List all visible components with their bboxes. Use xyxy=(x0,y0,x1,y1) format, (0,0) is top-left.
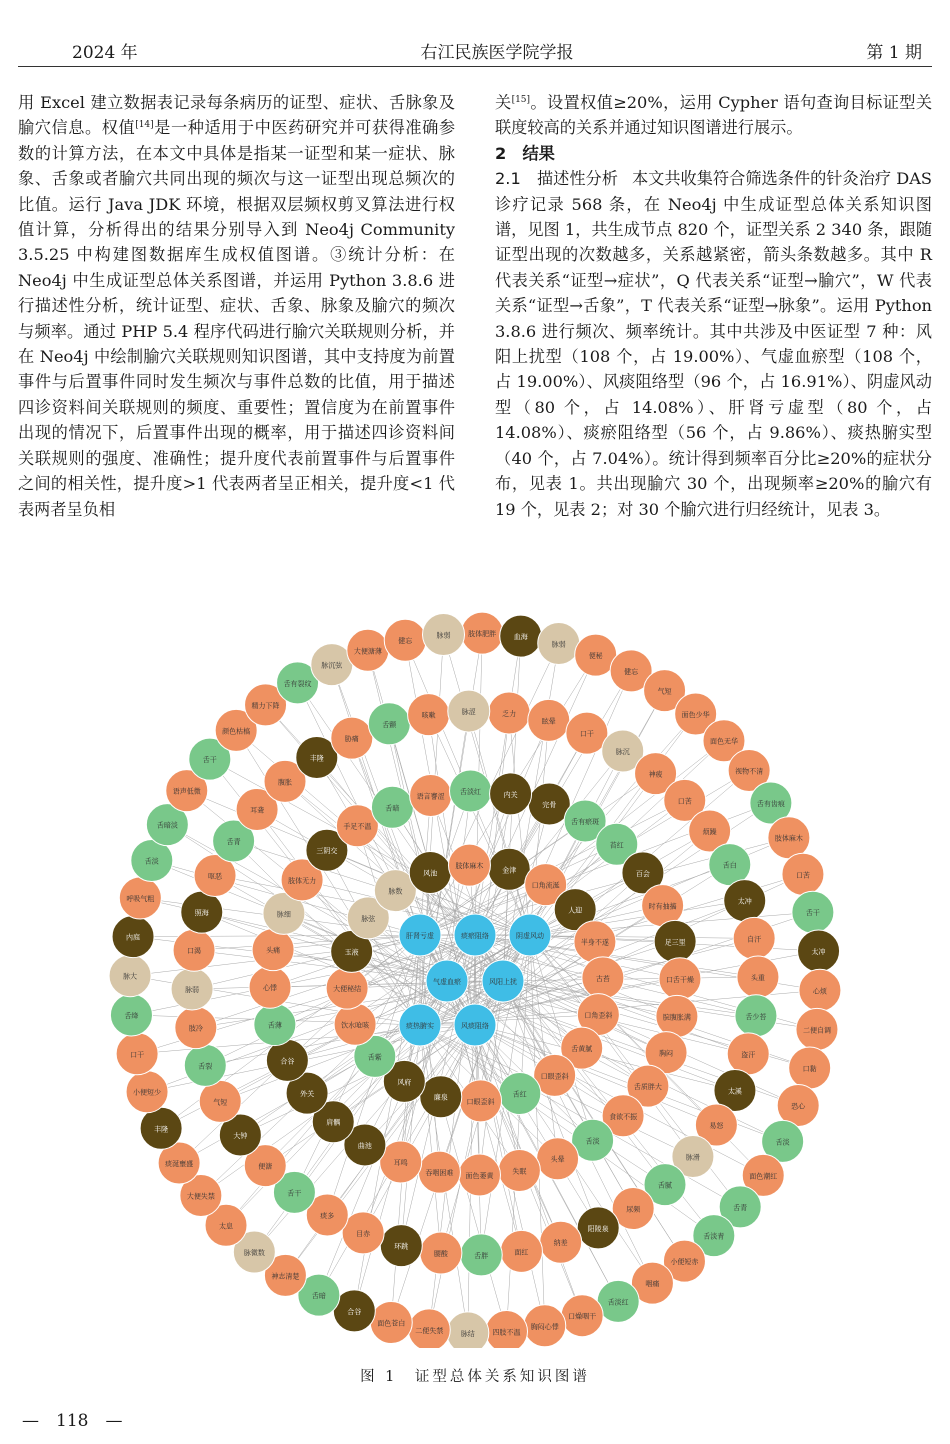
graph-node-symptom[interactable] xyxy=(173,929,215,971)
subsection-heading-descriptive: 2.1 描述性分析 xyxy=(495,169,618,189)
node-label: 风池 xyxy=(423,869,438,878)
node-label: 呼吸气粗 xyxy=(126,895,155,904)
node-label: 肢体无力 xyxy=(288,876,317,885)
node-label: 胸闷 xyxy=(659,1049,674,1058)
node-label: 舌白 xyxy=(722,861,737,870)
graph-node-acupoint[interactable] xyxy=(420,1076,462,1118)
node-label: 小便短赤 xyxy=(670,1258,699,1267)
graph-node-tongue[interactable] xyxy=(792,891,834,933)
node-label: 面色少华 xyxy=(681,710,710,719)
graph-node-symptom[interactable] xyxy=(460,1080,502,1122)
page-number: — 118 — xyxy=(22,1411,123,1431)
running-head xyxy=(72,38,922,64)
node-label: 口角流涎 xyxy=(531,881,560,890)
node-label: 时有抽搐 xyxy=(648,902,677,911)
node-label: 口燥咽干 xyxy=(568,1312,597,1321)
graph-node-tongue[interactable] xyxy=(254,1004,296,1046)
graph-node-symptom[interactable] xyxy=(116,1033,158,1075)
node-label: 腰酸 xyxy=(433,1250,448,1259)
node-label: 环跳 xyxy=(394,1242,409,1251)
node-label: 舌有瘀斑 xyxy=(571,818,600,827)
graph-node-symptom[interactable] xyxy=(789,1047,831,1089)
node-label: 舌淡红 xyxy=(607,1298,629,1307)
graph-node-syndrome[interactable] xyxy=(509,914,551,956)
graph-node-tongue[interactable] xyxy=(735,995,777,1037)
graph-edge xyxy=(509,713,530,935)
node-label: 舌暗 xyxy=(385,804,400,813)
graph-node-symptom[interactable] xyxy=(334,1003,376,1045)
graph-node-symptom[interactable] xyxy=(175,1007,217,1049)
node-label: 盗汗 xyxy=(741,1050,756,1059)
node-label: 面色萎黄 xyxy=(465,1171,494,1180)
node-label: 玉液 xyxy=(344,948,359,957)
graph-node-pulse[interactable] xyxy=(109,955,151,997)
node-label: 照海 xyxy=(194,909,209,918)
node-label: 脉结 xyxy=(460,1329,475,1338)
node-label: 舌裂 xyxy=(198,1062,213,1071)
node-label: 脉弱 xyxy=(436,631,451,640)
graph-node-symptom[interactable] xyxy=(410,775,452,817)
node-label: 面色潮红 xyxy=(749,1172,778,1181)
node-label: 颜色枯槁 xyxy=(222,727,251,736)
graph-node-acupoint[interactable] xyxy=(409,851,451,893)
node-label: 视物不清 xyxy=(735,767,764,776)
node-label: 肩髃 xyxy=(326,1118,341,1127)
node-label: 舌暗 xyxy=(311,1292,326,1301)
graph-node-symptom[interactable] xyxy=(737,956,779,998)
graph-node-acupoint[interactable] xyxy=(490,773,532,815)
graph-node-symptom[interactable] xyxy=(537,1138,579,1180)
node-label: 健忘 xyxy=(624,667,639,676)
node-label: 失眠 xyxy=(512,1167,527,1176)
node-label: 内庭 xyxy=(126,933,141,942)
node-label: 健忘 xyxy=(398,637,413,646)
node-label: 半身不遂 xyxy=(580,938,609,947)
node-label: 口苦 xyxy=(677,797,692,806)
node-label: 舌干 xyxy=(287,1189,302,1198)
node-label: 舌质胖大 xyxy=(633,1083,662,1092)
node-label: 阳陵泉 xyxy=(587,1224,609,1233)
node-label: 面色苍白 xyxy=(377,1319,406,1328)
left-text-a: 用 Excel 建立数据表记录每条病历的证型、症状、舌脉象及腧穴信息。权值 xyxy=(18,93,455,138)
graph-node-symptom[interactable] xyxy=(420,1232,462,1274)
graph-node-syndrome[interactable] xyxy=(482,960,524,1002)
node-label: 头重 xyxy=(750,974,765,983)
graph-node-syndrome[interactable] xyxy=(399,1004,441,1046)
node-label: 脉滑 xyxy=(685,1153,700,1162)
node-label: 舌青 xyxy=(733,1203,748,1212)
node-label: 尿频 xyxy=(626,1205,641,1214)
figure-knowledge-graph xyxy=(105,588,845,1348)
node-label: 脉大 xyxy=(123,972,138,981)
graph-node-tongue[interactable] xyxy=(460,1234,502,1276)
node-label: 舌薄 xyxy=(267,1021,282,1030)
graph-node-symptom[interactable] xyxy=(799,969,841,1011)
node-label: 曲池 xyxy=(357,1141,372,1150)
graph-node-pulse[interactable] xyxy=(448,690,490,732)
node-label: 太息 xyxy=(219,1222,234,1231)
graph-node-symptom[interactable] xyxy=(498,1149,540,1191)
right-paragraph-1 xyxy=(495,90,932,141)
node-label: 脉微数 xyxy=(243,1249,265,1258)
node-label: 肢冷 xyxy=(188,1024,203,1033)
node-label: 金津 xyxy=(502,866,517,875)
graph-node-acupoint[interactable] xyxy=(380,1225,422,1267)
node-label: 百会 xyxy=(635,869,650,878)
right-text-a: 关 xyxy=(495,93,512,112)
node-label: 便秘 xyxy=(588,652,603,661)
graph-node-symptom[interactable] xyxy=(659,958,701,1000)
graph-node-symptom[interactable] xyxy=(461,612,503,654)
node-label: 合谷 xyxy=(347,1307,362,1316)
graph-node-pulse[interactable] xyxy=(171,968,213,1010)
node-label: 神疲 xyxy=(648,770,663,779)
left-column xyxy=(18,90,455,522)
graph-node-symptom[interactable] xyxy=(249,966,291,1008)
node-label: 舌干 xyxy=(202,756,217,765)
left-text-b: 是一种适用于中医药研究并可获得准确参数的计算方法，在本文中具体是指某一证型和某一症状、脉象、舌象或者腧穴共同出现的频次与这一证型出现总频次的比值。运行 Java JDK 环境，根据双层频权剪叉算法进行权值计算，分析得出的结果分别导入到 Neo4j Community 3.5.25 中构建图数据库生成权值图谱。③统计分析：在 Neo4j 中生成证型总体关系图谱，并运用 Python 3.8.6 进行描述性分析，统计证型、症状、舌象、脉象及腧穴的频次与频率。通过 PHP 5.4 程序代码进行腧穴关联规则分析，并在 Neo4j 中绘制腧穴关联规则知识图谱，其中支持度为前置事件与后置事件同时发生频次与事件总数的比值，用于描述四诊资料间关联规则的频度、重要性；置信度为在前置事件出现的情况下，后置事件出现的概率，用于描述四诊资料间关联规则的强度、准确性；提升度代表前置事件与后置事件之间的相关性，提升度>1 代表两者呈正相关，提升度<1 代表两者呈负相 xyxy=(18,118,456,519)
figure-caption: 图 1 证型总体关系知识图谱 xyxy=(360,1369,590,1385)
node-label: 太冲 xyxy=(737,897,752,906)
graph-node-symptom[interactable] xyxy=(574,921,616,963)
left-paragraph xyxy=(18,90,455,522)
node-label: 舌有齿痕 xyxy=(756,799,785,808)
node-label: 神志清楚 xyxy=(271,1272,300,1281)
node-label: 大钟 xyxy=(233,1132,248,1141)
citation-15[interactable]: [15] xyxy=(511,95,531,105)
header-year: 2024 年 xyxy=(72,43,138,63)
node-label: 舌淡红 xyxy=(460,788,482,797)
node-label: 舌红 xyxy=(512,1090,527,1099)
node-label: 饮水呛咳 xyxy=(341,1021,370,1030)
graph-node-pulse[interactable] xyxy=(423,613,465,655)
node-label: 脉弦 xyxy=(361,914,376,923)
node-label: 二便失禁 xyxy=(415,1326,444,1335)
graph-node-tongue[interactable] xyxy=(499,1073,541,1115)
graph-node-symptom[interactable] xyxy=(727,1033,769,1075)
graph-node-acupoint[interactable] xyxy=(488,848,530,890)
node-label: 肢体肥胖 xyxy=(468,630,497,639)
graph-node-symptom[interactable] xyxy=(408,1309,450,1348)
node-label: 四肢不温 xyxy=(492,1328,521,1337)
node-label: 便溏 xyxy=(258,1162,273,1171)
graph-node-symptom[interactable] xyxy=(582,957,624,999)
graph-node-tongue[interactable] xyxy=(184,1044,226,1086)
node-label: 脉沉 xyxy=(615,747,630,756)
graph-node-symptom[interactable] xyxy=(458,1154,500,1196)
node-label: 痰瘀阻络 xyxy=(461,932,489,940)
graph-node-symptom[interactable] xyxy=(524,1305,566,1347)
graph-node-tongue[interactable] xyxy=(368,703,410,745)
node-label: 口干 xyxy=(130,1050,145,1059)
graph-node-acupoint[interactable] xyxy=(654,920,696,962)
node-label: 恐心 xyxy=(791,1102,806,1111)
node-label: 口黏 xyxy=(802,1064,817,1073)
graph-node-symptom[interactable] xyxy=(252,929,294,971)
node-label: 肢体麻木 xyxy=(455,862,484,871)
graph-node-tongue[interactable] xyxy=(110,994,152,1036)
graph-node-syndrome[interactable] xyxy=(426,960,468,1002)
node-label: 痰涎壅盛 xyxy=(165,1160,194,1169)
header-issue: 第 1 期 xyxy=(866,43,922,63)
node-label: 完骨 xyxy=(542,801,557,810)
node-label: 耳鸣 xyxy=(393,1158,408,1167)
graph-node-symptom[interactable] xyxy=(326,967,368,1009)
node-label: 舌青 xyxy=(226,838,241,847)
knowledge-graph-svg xyxy=(105,588,845,1348)
node-label: 内关 xyxy=(503,790,518,799)
header-rule xyxy=(18,66,932,67)
citation-14[interactable]: [14] xyxy=(135,120,154,131)
node-label: 血海 xyxy=(513,633,528,642)
node-label: 舌黄腻 xyxy=(571,1045,593,1054)
graph-node-acupoint[interactable] xyxy=(112,916,154,958)
graph-node-symptom[interactable] xyxy=(347,629,389,671)
right-paragraph-2 xyxy=(495,166,932,522)
node-label: 脘腹胀满 xyxy=(662,1013,691,1022)
node-label: 古苔 xyxy=(595,974,610,983)
node-label: 头痛 xyxy=(266,946,281,955)
node-label: 痰多 xyxy=(320,1212,335,1221)
node-label: 乏力 xyxy=(502,709,517,718)
graph-node-symptom[interactable] xyxy=(528,699,570,741)
node-label: 眩晕 xyxy=(541,717,556,726)
graph-node-tongue[interactable] xyxy=(450,770,492,812)
node-label: 呕恶 xyxy=(208,872,223,881)
node-label: 自汗 xyxy=(747,935,762,944)
node-label: 心烦 xyxy=(812,987,827,996)
node-label: 脉数 xyxy=(388,887,403,896)
node-label: 苔红 xyxy=(609,841,624,850)
node-label: 手足不温 xyxy=(343,822,372,831)
node-label: 胁痛 xyxy=(344,735,359,744)
node-label: 语声低微 xyxy=(172,787,201,796)
node-label: 烦躁 xyxy=(702,827,717,836)
node-label: 舌淡 xyxy=(144,857,159,866)
node-label: 舌干 xyxy=(805,909,820,918)
graph-node-symptom[interactable] xyxy=(733,917,775,959)
node-label: 太冲 xyxy=(811,948,826,957)
graph-node-symptom[interactable] xyxy=(656,995,698,1037)
node-label: 脉沉弦 xyxy=(321,661,343,670)
node-label: 腹胀 xyxy=(278,778,293,787)
graph-node-pulse[interactable] xyxy=(447,1312,489,1348)
node-label: 太溪 xyxy=(727,1087,742,1096)
node-label: 人迎 xyxy=(568,906,583,915)
node-label: 舌少苔 xyxy=(745,1012,767,1021)
graph-node-symptom[interactable] xyxy=(384,619,426,661)
node-label: 大便失禁 xyxy=(186,1192,215,1201)
right-column xyxy=(495,90,932,522)
node-label: 气短 xyxy=(213,1098,228,1107)
graph-node-symptom[interactable] xyxy=(796,1008,838,1050)
node-label: 面红 xyxy=(514,1248,529,1257)
node-label: 肢体麻木 xyxy=(774,834,803,843)
node-label: 脉弱 xyxy=(185,985,200,994)
node-label: 舌胖 xyxy=(474,1251,489,1260)
node-label: 大便溏薄 xyxy=(353,647,382,656)
node-label: 二便自调 xyxy=(802,1026,831,1035)
node-label: 风阳上扰 xyxy=(489,978,517,986)
node-label: 丰隆 xyxy=(154,1125,169,1134)
graph-node-acupoint[interactable] xyxy=(798,930,840,972)
graph-node-tongue[interactable] xyxy=(371,786,413,828)
node-label: 舌有裂纹 xyxy=(283,679,312,688)
node-label: 心悸 xyxy=(263,984,278,993)
graph-node-acupoint[interactable] xyxy=(577,1207,619,1249)
graph-node-symptom[interactable] xyxy=(540,1221,582,1263)
node-label: 咳嗽 xyxy=(421,711,436,720)
node-label: 口眼歪斜 xyxy=(540,1072,569,1081)
graph-node-symptom[interactable] xyxy=(485,1311,527,1348)
node-label: 口干 xyxy=(579,730,594,739)
graph-node-symptom[interactable] xyxy=(331,717,373,759)
node-label: 脉涩 xyxy=(461,708,476,717)
node-label: 气短 xyxy=(657,687,672,696)
node-label: 语言謇涩 xyxy=(416,792,445,801)
node-label: 脉细 xyxy=(276,910,291,919)
node-label: 口眼歪斜 xyxy=(466,1097,495,1106)
graph-node-acupoint[interactable] xyxy=(181,891,223,933)
graph-node-syndrome[interactable] xyxy=(454,914,496,956)
node-label: 头晕 xyxy=(550,1155,565,1164)
node-label: 口苦 xyxy=(795,871,810,880)
node-label: 舌淡 xyxy=(775,1138,790,1147)
node-label: 足三里 xyxy=(664,938,686,947)
graph-node-symptom[interactable] xyxy=(370,1302,412,1344)
graph-node-symptom[interactable] xyxy=(561,1295,603,1337)
node-label: 肝肾亏虚 xyxy=(406,932,434,940)
graph-node-syndrome[interactable] xyxy=(399,914,441,956)
node-label: 气虚血瘀 xyxy=(433,978,461,986)
node-label: 纳差 xyxy=(553,1239,568,1248)
node-label: 脉弱 xyxy=(551,640,566,649)
node-label: 精力下降 xyxy=(251,701,280,710)
graph-node-symptom[interactable] xyxy=(418,1151,460,1193)
graph-node-syndrome[interactable] xyxy=(454,1004,496,1046)
graph-node-symptom[interactable] xyxy=(126,1071,168,1113)
node-label: 耳聋 xyxy=(250,806,265,815)
node-label: 廉泉 xyxy=(433,1093,448,1102)
node-label: 口渴 xyxy=(187,947,202,956)
graph-node-symptom[interactable] xyxy=(500,1230,542,1272)
node-label: 舌颤 xyxy=(382,720,397,729)
node-label: 舌腻 xyxy=(657,1181,672,1190)
right-text-b: 。设置权值≥20%，运用 Cypher 语句查询目标证型关联度较高的关系并通过知识图谱进行展示。 xyxy=(495,93,933,138)
node-label: 丰隆 xyxy=(309,754,324,763)
node-label: 面色无华 xyxy=(709,737,738,746)
node-label: 舌暗淡 xyxy=(156,821,178,830)
node-label: 舌淡青 xyxy=(703,1232,725,1241)
graph-node-acupoint[interactable] xyxy=(140,1107,182,1149)
node-label: 小便短少 xyxy=(133,1088,162,1097)
node-label: 口角歪斜 xyxy=(584,1011,613,1020)
graph-node-symptom[interactable] xyxy=(768,817,810,859)
node-label: 外关 xyxy=(300,1090,315,1099)
graph-edge xyxy=(469,711,530,935)
node-label: 风府 xyxy=(397,1078,412,1087)
node-label: 风痰阻络 xyxy=(461,1022,489,1030)
right-text-p2: 本文共收集符合筛选条件的针灸治疗 DAS 诊疗记录 568 条，在 Neo4j 中生成证型总体关系知识图谱，见图 1，共生成节点 820 个，证型关系 2 340 条，跟随证型出现的次数越多，关系越紧密，箭头条数越多。其中 R 代表关系“证型→症状”，Q 代表关系“证型→腧穴”，W 代表关系“证型→舌象”，T 代表关系“证型→脉象”。运用 Python 3.8.6 进行频次、频率统计。其中共涉及中医证型 7 种：风阳上扰型（108 个，占 19.00%）、气虚血瘀型（108 个，占 19.00%）、风痰阻络型（96 个，占 16.91%）、阴虚风动型（80 个，占 14.08%）、肝肾亏虚型（80 个，占 14.08%）、痰瘀阻络型（56 个，占 9.86%）、痰热腑实型（40 个，占 7.04%）。统计得到频率百分比≥20%的症状分布，见表 1。共出现腧穴 30 个，出现频率≥20%的腧穴有 19 个，见表 2；对 30 个腧穴进行归经统计，见表 3。 xyxy=(495,169,933,519)
section-heading-results: 2 结果 xyxy=(495,143,555,163)
node-label: 胸闷心悸 xyxy=(530,1322,559,1331)
node-label: 口舌干燥 xyxy=(665,975,694,984)
node-label: 舌紫 xyxy=(367,1053,382,1062)
graph-node-symptom[interactable] xyxy=(782,853,824,895)
node-label: 食欲不振 xyxy=(609,1112,638,1121)
header-journal: 右江民族医学院学报 xyxy=(420,43,574,63)
node-label: 阴虚风动 xyxy=(516,932,544,940)
node-label: 痰热腑实 xyxy=(406,1022,434,1030)
graph-node-acupoint[interactable] xyxy=(500,615,542,657)
node-label: 目赤 xyxy=(356,1229,371,1238)
node-label: 大便秘结 xyxy=(333,985,362,994)
graph-node-acupoint[interactable] xyxy=(724,880,766,922)
graph-node-symptom[interactable] xyxy=(488,692,530,734)
graph-node-symptom[interactable] xyxy=(448,844,490,886)
node-label: 三阴交 xyxy=(316,847,338,856)
node-label: 舌绛 xyxy=(124,1011,139,1020)
node-label: 易怒 xyxy=(709,1121,724,1130)
node-label: 合谷 xyxy=(280,1057,295,1066)
node-label: 舌淡 xyxy=(585,1137,600,1146)
graph-node-symptom[interactable] xyxy=(408,694,450,736)
graph-node-pulse[interactable] xyxy=(538,622,580,664)
node-label: 吞咽困难 xyxy=(425,1169,454,1178)
graph-node-symptom[interactable] xyxy=(119,877,161,919)
node-label: 咽痛 xyxy=(645,1280,660,1289)
